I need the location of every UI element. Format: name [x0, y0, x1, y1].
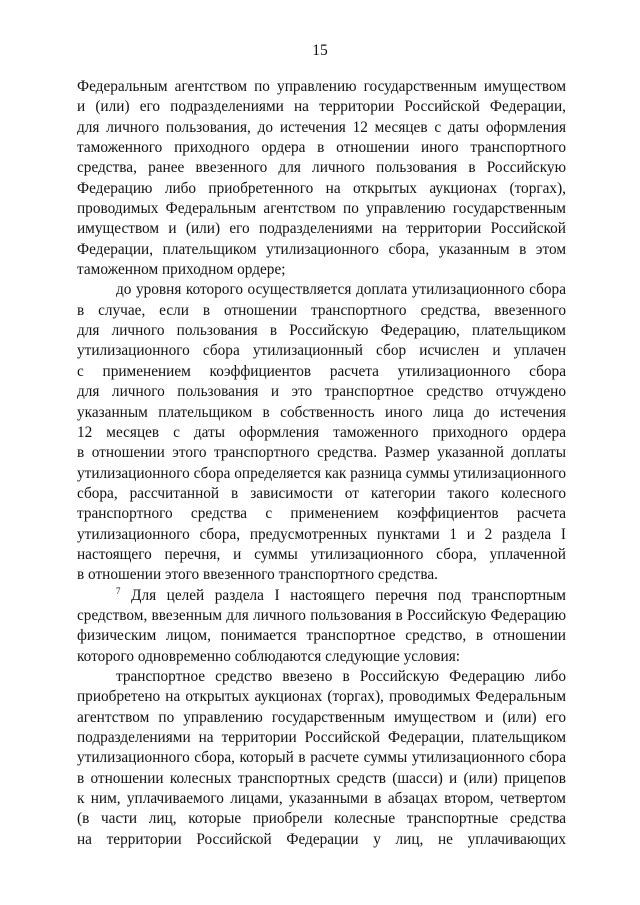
text-line: сбора, рассчитанной в зависимости от категории такого колесного — [77, 484, 566, 502]
text-line: Федерации, плательщиком утилизационного сбора, указанным в этом — [77, 240, 566, 258]
text-line: в отношении этого транспортного средства. Размер указанной доплаты — [77, 444, 566, 462]
document-body — [77, 77, 566, 850]
text-line: утилизационного сбора утилизационный сбор исчислен и уплачен — [77, 342, 566, 360]
text-line: средством, ввезенным для личного пользования в Российскую Федерацию — [77, 606, 566, 624]
text-line-content: Для целей раздела I настоящего перечня под транспортным — [120, 586, 566, 604]
text-line: на территории Российской Федерации у лиц, не уплачивающих — [77, 830, 566, 848]
text-line: указанным плательщиком в собственность иного лица до истечения — [77, 403, 566, 421]
text-line: настоящего перечня, и суммы утилизационного сбора, уплаченной — [77, 545, 566, 563]
text-line: в отношении колесных транспортных средств (шасси) и (или) прицепов — [77, 769, 566, 787]
text-line: утилизационного сбора определяется как разница суммы утилизационного — [77, 464, 566, 482]
text-line: транспортное средство ввезено в Российскую Федерацию либо — [116, 667, 566, 685]
text-line: до уровня которого осуществляется доплата утилизационного сбора — [116, 281, 566, 299]
text-line: Федеральным агентством по управлению государственным имуществом — [77, 78, 566, 95]
text-line: средства, ранее ввезенного для личного пользования в Российскую — [77, 159, 566, 177]
paragraph-surcharge-level — [77, 280, 566, 585]
text-line: к ним, уплачиваемого лицами, указанными в абзацах втором, четвертом — [77, 790, 566, 808]
text-line: транспортного средства с применением коэффициентов расчета — [77, 505, 566, 523]
text-line: агентством по управлению государственным имуществом и (или) его — [77, 708, 566, 726]
text-line: утилизационного сбора, предусмотренных пунктами 1 и 2 раздела I — [77, 525, 566, 543]
text-line — [77, 586, 566, 606]
text-line: в отношении этого ввезенного транспортного средства. — [77, 566, 438, 584]
text-line: для личного пользования в Российскую Федерацию, плательщиком — [77, 322, 566, 340]
footnote-marker: 7 — [116, 585, 121, 596]
text-line: (в части лиц, которые приобрели колесные транспортные средства — [77, 810, 566, 828]
text-line: таможенном приходном ордере; — [77, 261, 286, 279]
text-line: утилизационного сбора, который в расчете суммы утилизационного сбора — [77, 749, 566, 767]
text-line: в случае, если в отношении транспортного средства, ввезенного — [77, 301, 566, 319]
text-line: и (или) его подразделениями на территории Российской Федерации, — [77, 98, 566, 116]
text-line: Федерацию либо приобретенного на открытых аукционах (торгах), — [77, 179, 566, 197]
page-number: 15 — [312, 42, 328, 59]
paragraph-conditions — [77, 667, 566, 850]
text-line: имуществом и (или) его подразделениями на территории Российской — [77, 220, 566, 238]
paragraph-continuation — [77, 77, 566, 280]
paragraph-footnote-7 — [77, 586, 566, 667]
text-line: физическим лицом, понимается транспортное средство, в отношении — [77, 627, 566, 645]
text-line: с применением коэффициентов расчета утилизационного сбора — [77, 362, 566, 380]
text-line: 12 месяцев с даты оформления таможенного приходного ордера — [77, 423, 566, 441]
text-line: проводимых Федеральным агентством по управлению государственным — [77, 200, 566, 218]
text-line: для личного пользования, до истечения 12 месяцев с даты оформления — [77, 118, 566, 136]
text-line: для личного пользования и это транспортное средство отчуждено — [77, 383, 566, 401]
text-line: подразделениями на территории Российской Федерации, плательщиком — [77, 729, 566, 746]
text-line: которого одновременно соблюдаются следующие условия: — [77, 647, 461, 665]
text-line: приобретено на открытых аукционах (торгах), проводимых Федеральным — [77, 688, 566, 706]
text-line: таможенного приходного ордера в отношении иного транспортного — [77, 139, 566, 157]
